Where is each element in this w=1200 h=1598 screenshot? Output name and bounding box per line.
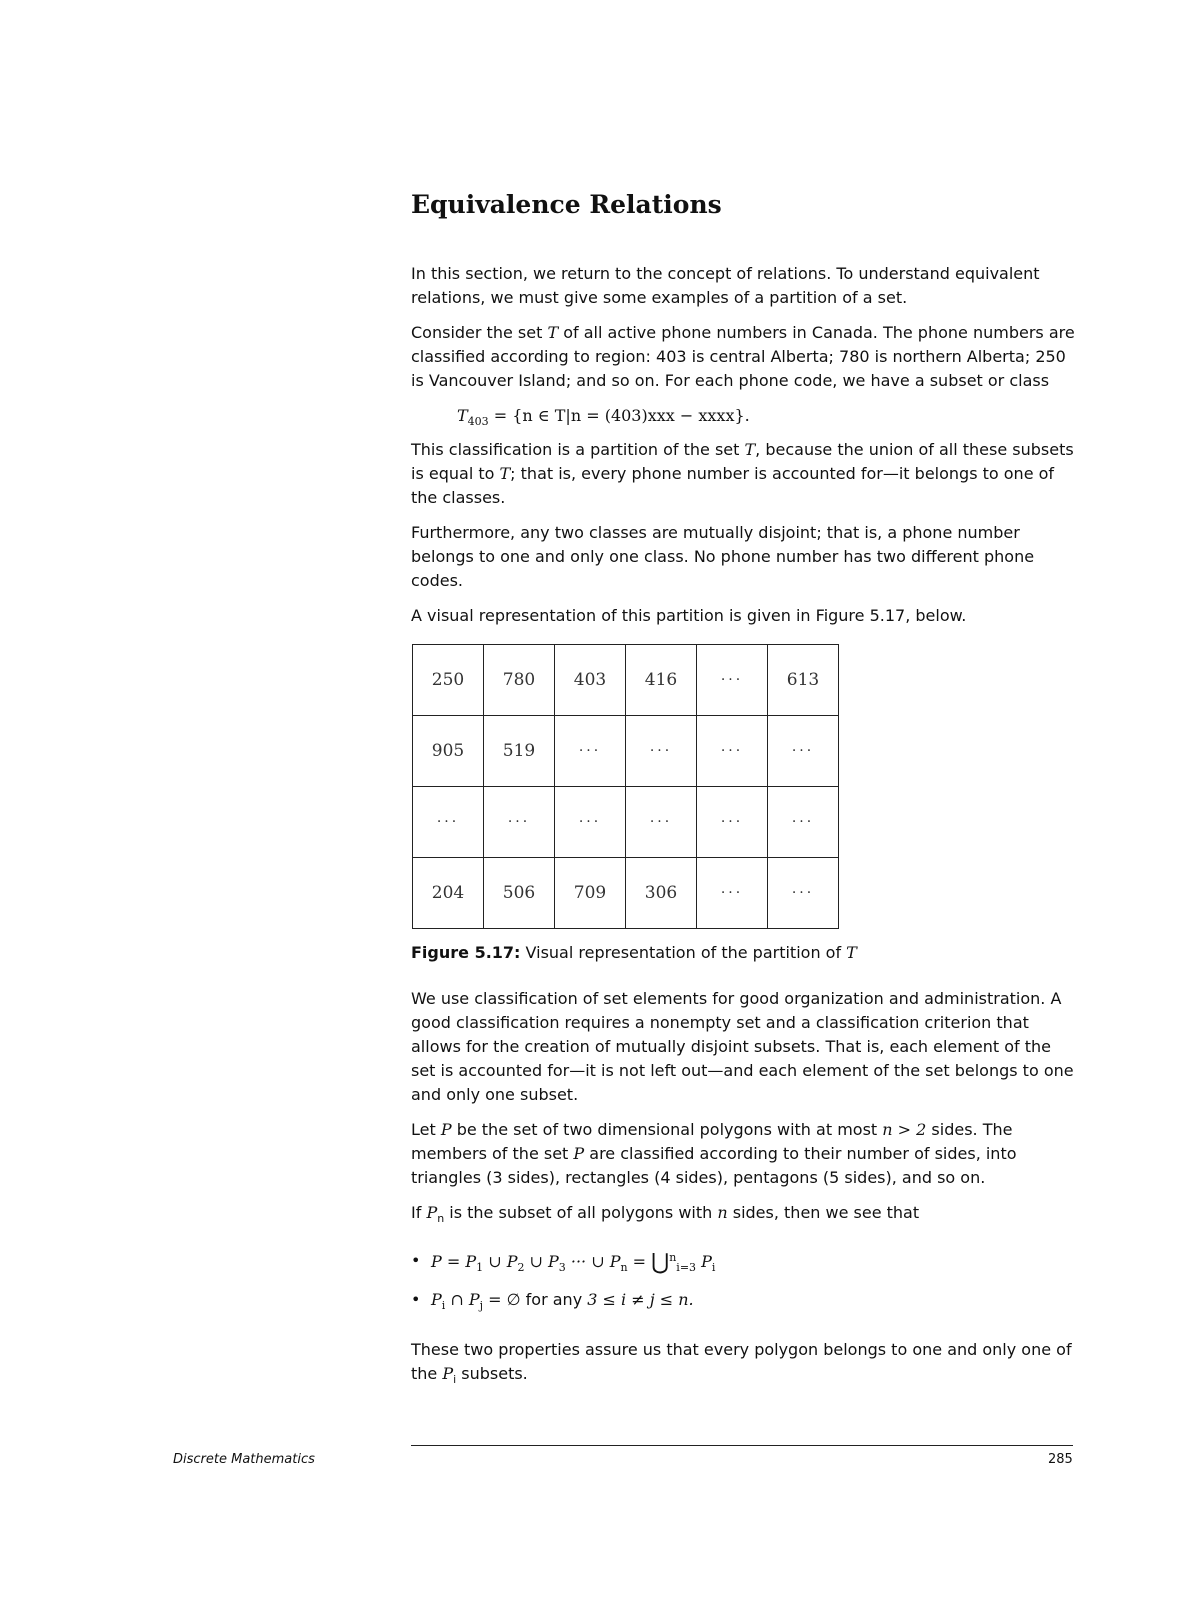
table-cell: 403	[555, 645, 626, 716]
table-cell: 204	[413, 858, 484, 929]
footer-page-number: 285	[1048, 1452, 1073, 1467]
table-cell: ···	[697, 787, 768, 858]
table-cell: 506	[484, 858, 555, 929]
phone-paragraph: Consider the set T of all active phone numbers in Canada. The phone numbers are classified according to region: 403 is central Alberta; 780 is northern Alberta; 250 is Vancouver Island; and so on. For each phone code, we have a subset or class	[411, 323, 1075, 390]
intro-paragraph: In this section, we return to the concept of relations. To understand equivalent relations, we must give some examples of a partition of a set.	[411, 264, 1040, 307]
list-item: • $P_i$ ∩ $P_j$ = ∅ for any 3 ≤ i ≠ j ≤ n.	[411, 1288, 1076, 1314]
table-cell: ···	[626, 716, 697, 787]
properties-list	[411, 1249, 1076, 1314]
section-title: Equivalence Relations	[411, 190, 722, 219]
main-content	[411, 188, 1076, 1399]
table-cell: ···	[555, 787, 626, 858]
table-cell: 613	[768, 645, 839, 716]
subset-paragraph: If $P_n$ is the subset of all polygons with n sides, then we see that	[411, 1203, 920, 1225]
disjoint-paragraph: Furthermore, any two classes are mutually disjoint; that is, a phone number belongs to one and only one class. No phone number has two different phone codes.	[411, 523, 1035, 590]
conclusion-paragraph: These two properties assure us that every polygon belongs to one and only one of the $P_i$ subsets.	[411, 1340, 1072, 1386]
table-cell: 780	[484, 645, 555, 716]
table-cell: ···	[697, 716, 768, 787]
table-cell: ···	[484, 787, 555, 858]
table-row	[413, 787, 839, 858]
table-cell: 250	[413, 645, 484, 716]
partition-paragraph: This classification is a partition of the set T, because the union of all these subsets is equal to T; that is, every phone number is accounted for—it belongs to one of the classes.	[411, 440, 1074, 507]
table-cell: ···	[768, 716, 839, 787]
polygon-paragraph: Let P be the set of two dimensional polygons with at most n > 2 sides. The members of the set P are classified according to their number of sides, into triangles (3 sides), rectangles (4 sides), pentagons (5 sides), and so on.	[411, 1120, 1017, 1187]
table-cell: 709	[555, 858, 626, 929]
table-cell: 416	[626, 645, 697, 716]
set-definition-equation: $T_{403} = \{n$ ∈ T|n = (403)xxx − xxxx}.	[457, 406, 750, 428]
table-row	[413, 645, 839, 716]
table-cell: ···	[768, 858, 839, 929]
table-row	[413, 858, 839, 929]
classification-paragraph: We use classification of set elements for good organization and administration. A good classification requires a nonempty set and a classification criterion that allows for the creation of mutually disjoint subsets. That is, each element of the set is accounted for—it is not left out—and each element of the set belongs to one and only one subset.	[411, 989, 1074, 1104]
table-cell: 306	[626, 858, 697, 929]
table-cell: ···	[697, 858, 768, 929]
list-item: • $P = P_1$ ∪ $P_2$ ∪ $P_3$ ··· ∪ $P_n$ = ⋃$^n_{i=3}$ $P_i$	[411, 1249, 1076, 1276]
figure-caption: Figure 5.17: Visual representation of the partition of T	[411, 943, 857, 962]
table-cell: ···	[555, 716, 626, 787]
partition-figure-table	[412, 644, 839, 929]
table-cell: ···	[413, 787, 484, 858]
table-cell: ···	[697, 645, 768, 716]
table-cell: 905	[413, 716, 484, 787]
table-cell: ···	[768, 787, 839, 858]
figure-intro-paragraph: A visual representation of this partition is given in Figure 5.17, below.	[411, 606, 967, 625]
footer-book-title: Discrete Mathematics	[173, 1452, 315, 1467]
table-row	[413, 716, 839, 787]
table-cell: ···	[626, 787, 697, 858]
table-cell: 519	[484, 716, 555, 787]
footer-divider	[411, 1445, 1073, 1446]
